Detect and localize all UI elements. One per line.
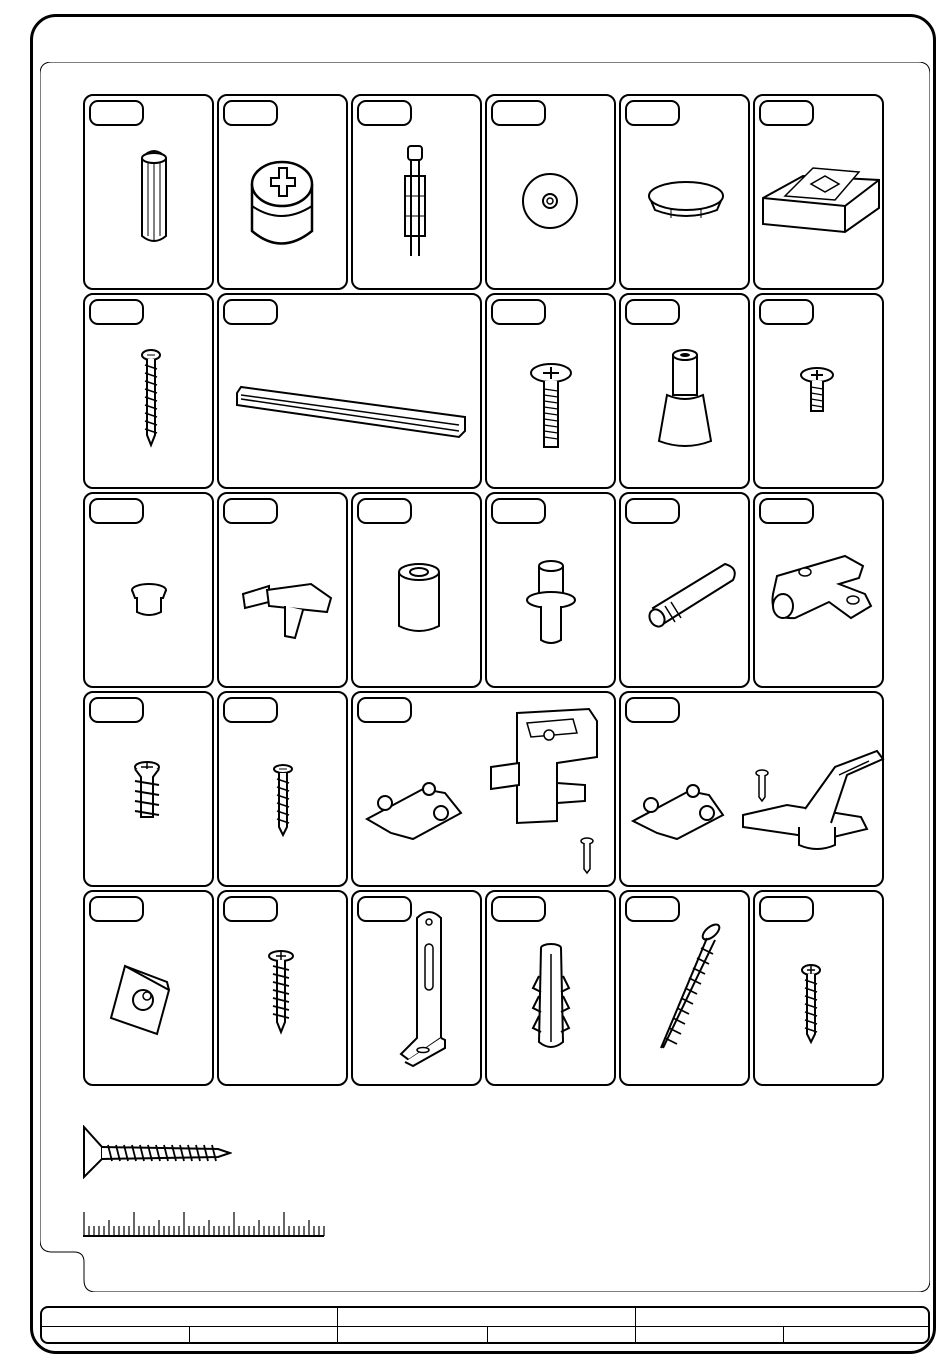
ruler-icon xyxy=(82,1210,326,1245)
round-cap-icon xyxy=(487,96,618,292)
part-cell-push-opener xyxy=(619,492,750,688)
cam-lock-icon xyxy=(219,96,350,292)
part-cell-chipboard-screw xyxy=(217,890,348,1086)
title-block-field xyxy=(42,1326,190,1344)
title-block-field xyxy=(636,1308,928,1326)
title-block-bottom-row xyxy=(42,1326,928,1344)
title-block-field xyxy=(190,1326,338,1344)
rail-profile-icon xyxy=(219,295,484,491)
part-cell-small-screw xyxy=(217,691,348,887)
part-cell-hinge-clip xyxy=(753,492,884,688)
part-cell-short-screw xyxy=(753,890,884,1086)
spacer-tube-icon xyxy=(353,494,484,690)
hinge-set-a-icon xyxy=(353,693,618,889)
title-block-field xyxy=(488,1326,636,1344)
hinge-clip-icon xyxy=(755,494,886,690)
part-cell-round-cap xyxy=(485,94,616,290)
wood-dowel-icon xyxy=(85,96,216,292)
hinge-set-b-icon xyxy=(621,693,886,889)
part-cell-cam-lock xyxy=(217,94,348,290)
part-cell-wood-dowel xyxy=(83,94,214,290)
wood-screw-icon xyxy=(85,295,216,491)
flanged-pin-icon xyxy=(487,494,618,690)
short-bolt-icon xyxy=(755,295,886,491)
small-screw-icon xyxy=(219,693,350,889)
title-block-top-row xyxy=(42,1308,928,1327)
part-cell-corner-block xyxy=(753,94,884,290)
part-cell-machine-bolt xyxy=(485,293,616,489)
l-bracket-icon xyxy=(353,892,484,1088)
part-cell-flanged-pin xyxy=(485,492,616,688)
part-cell-flange-bushing xyxy=(83,492,214,688)
part-cell-shelf-support xyxy=(217,492,348,688)
scale-screw-icon xyxy=(82,1125,232,1186)
part-cell-cam-bolt xyxy=(351,94,482,290)
part-cell-cover-cap xyxy=(619,94,750,290)
part-cell-spacer-tube xyxy=(351,492,482,688)
part-cell-wood-screw xyxy=(83,293,214,489)
title-block-field xyxy=(636,1326,784,1344)
title-block-field xyxy=(338,1326,488,1344)
short-screw-icon xyxy=(755,892,886,1088)
shelf-support-icon xyxy=(219,494,350,690)
part-cell-l-bracket xyxy=(351,890,482,1086)
title-block xyxy=(40,1306,930,1344)
corner-bracket-icon xyxy=(85,892,216,1088)
euro-screw-icon xyxy=(85,693,216,889)
part-cell-wall-plug xyxy=(485,890,616,1086)
part-cell-corner-bracket xyxy=(83,890,214,1086)
push-opener-icon xyxy=(621,494,752,690)
title-block-field xyxy=(338,1308,636,1326)
wall-plug-icon xyxy=(487,892,618,1088)
title-block-field xyxy=(42,1308,338,1326)
cover-cap-icon xyxy=(621,96,752,292)
part-cell-hinge-set-a xyxy=(351,691,616,887)
part-cell-leveling-foot xyxy=(619,293,750,489)
corner-block-icon xyxy=(755,96,886,292)
part-cell-short-bolt xyxy=(753,293,884,489)
part-cell-rail-profile xyxy=(217,293,482,489)
title-block-field xyxy=(784,1326,928,1344)
chipboard-screw-icon xyxy=(219,892,350,1088)
machine-bolt-icon xyxy=(487,295,618,491)
cam-bolt-icon xyxy=(353,96,484,292)
flange-bushing-icon xyxy=(85,494,216,690)
part-cell-euro-screw xyxy=(83,691,214,887)
part-cell-long-screw xyxy=(619,890,750,1086)
leveling-foot-icon xyxy=(621,295,752,491)
long-screw-icon xyxy=(621,892,752,1088)
part-cell-hinge-set-b xyxy=(619,691,884,887)
